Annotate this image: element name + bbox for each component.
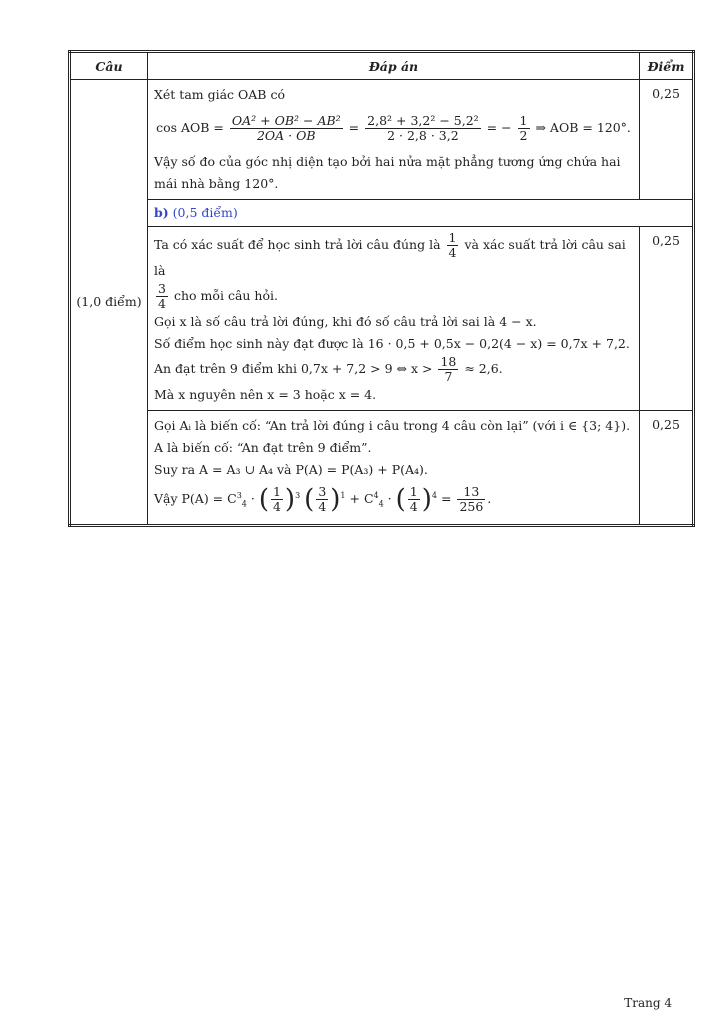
superscript: 4: [373, 491, 379, 500]
block2-line3: Gọi x là số câu trả lời đúng, khi đó số câu trả lời sai là 4 − x.: [154, 314, 537, 329]
fraction-numerator: 1: [272, 484, 281, 500]
block1-conclusion: Vậy số đo của góc nhị diện tạo bởi hai nửa mặt phẳng tương ứng chứa hai mái nhà bằng 120°.: [154, 154, 621, 191]
fraction-numerator: 2,8² + 3,2² − 5,2²: [367, 113, 479, 128]
score-cell: [640, 227, 694, 411]
table-row: [70, 80, 694, 200]
block2-line2: [154, 282, 633, 311]
block3-line1: Gọi Aᵢ là biến cố: “An trả lời đúng i câu trong 4 câu còn lại” (với i ∈ {3; 4}).: [154, 418, 631, 433]
text-segment: Ta có xác suất để học sinh trả lời câu đúng là: [154, 237, 441, 252]
fraction-denominator: 2 · 2,8 · 3,2: [387, 128, 459, 143]
formula-lhs: cos AOB =: [156, 120, 224, 135]
fraction: [316, 485, 328, 514]
fraction-denominator: 7: [444, 369, 453, 384]
formula-equals: =: [348, 120, 360, 135]
cosine-formula: [154, 106, 633, 151]
subscript: 4: [241, 499, 247, 509]
block3-line3: Suy ra A = A₃ ∪ A₄ và P(A) = P(A₃) + P(A₄).: [154, 462, 428, 477]
fraction-numerator: 18: [440, 354, 457, 369]
superscript: 4: [431, 491, 437, 500]
block3-line2: A là biến cố: “An đạt trên 9 điểm”.: [154, 440, 372, 455]
superscript: 1: [340, 491, 346, 500]
fraction-numerator: 3: [318, 484, 327, 500]
fraction-numerator: OA² + OB² − AB²: [231, 113, 341, 128]
score-value: 0,25: [652, 417, 680, 432]
fraction: [156, 282, 168, 311]
formula-result: ⇒ AOB = 120°.: [535, 120, 631, 135]
cau-cell: [70, 80, 148, 526]
fraction: [271, 485, 283, 514]
score-value: 0,25: [652, 233, 680, 248]
fraction: [457, 485, 485, 514]
text-segment: Vậy P(A) = C: [154, 491, 237, 507]
formula-equals: = −: [486, 120, 512, 135]
score-cell: [640, 411, 694, 526]
solution-table: [68, 50, 695, 527]
text-segment: ≈ 2,6.: [464, 361, 503, 376]
fraction: [408, 485, 420, 514]
answer-cell: [148, 227, 640, 411]
answer-cell: [148, 80, 640, 200]
cau-label: (1,0 điểm): [76, 294, 142, 310]
text-segment: và xác suất trả lời câu sai là: [154, 237, 626, 278]
fraction-denominator: 4: [158, 296, 166, 311]
table-header-row: [70, 52, 694, 80]
fraction-numerator: 1: [409, 484, 418, 500]
table-row: [70, 227, 694, 411]
superscript: 3: [295, 491, 301, 500]
block2-line5: [154, 355, 633, 384]
text-segment: + C: [349, 491, 374, 507]
superscript: 3: [236, 491, 242, 500]
text-segment: =: [440, 491, 452, 507]
part-b-points: (0,5 điểm): [172, 205, 238, 220]
part-b-cell: [148, 200, 694, 227]
fraction-denominator: 4: [272, 499, 281, 515]
score-cell: [640, 80, 694, 200]
fraction: [518, 114, 530, 143]
fraction-numerator: 1: [448, 230, 457, 245]
header-cau: Câu: [70, 52, 148, 80]
fraction: [230, 114, 343, 143]
fraction-numerator: 3: [158, 281, 166, 296]
block1-intro: Xét tam giác OAB có: [154, 87, 285, 102]
header-dap-an: Đáp án: [148, 52, 640, 80]
block2-line6: Mà x nguyên nên x = 3 hoặc x = 4.: [154, 387, 377, 402]
page-number: Trang 4: [624, 996, 672, 1010]
fraction-denominator: 4: [448, 245, 457, 260]
part-b-label: b): [154, 205, 169, 220]
fraction-denominator: 4: [318, 499, 327, 515]
text-segment: An đạt trên 9 điểm khi 0,7x + 7,2 > 9 ⇔ x >: [154, 361, 433, 376]
fraction-numerator: 13: [457, 485, 485, 500]
table-row: [70, 411, 694, 526]
answer-cell: [148, 411, 640, 526]
fraction-denominator: 256: [459, 499, 484, 515]
block2-line1: [154, 231, 633, 282]
subscript: 4: [378, 499, 384, 509]
fraction-numerator: 1: [519, 113, 528, 128]
fraction-denominator: 2: [519, 128, 528, 143]
fraction: [447, 231, 459, 260]
table-row: [70, 200, 694, 227]
fraction-denominator: 2OA · OB: [256, 128, 316, 143]
fraction-denominator: 4: [409, 499, 418, 515]
fraction: [365, 114, 481, 143]
block3-line4: Vậy $P(A) = C^3_4$ · ( $\frac{1}{4}$ )$^3$ ( $\frac{3}{4}$ )$^1 + C^4_4$ · ( $\frac{1}{4}$ )$^4$ = $\frac{13}{256}$ .: [154, 484, 492, 515]
block2-line4: Số điểm học sinh này đạt được là 16 · 0,5 + 0,5x − 0,2(4 − x) = 0,7x + 7,2.: [154, 336, 630, 351]
header-diem: Điểm: [640, 52, 694, 80]
fraction: [438, 355, 458, 384]
text-segment: cho mỗi câu hỏi.: [173, 288, 278, 303]
score-value: 0,25: [652, 86, 680, 101]
